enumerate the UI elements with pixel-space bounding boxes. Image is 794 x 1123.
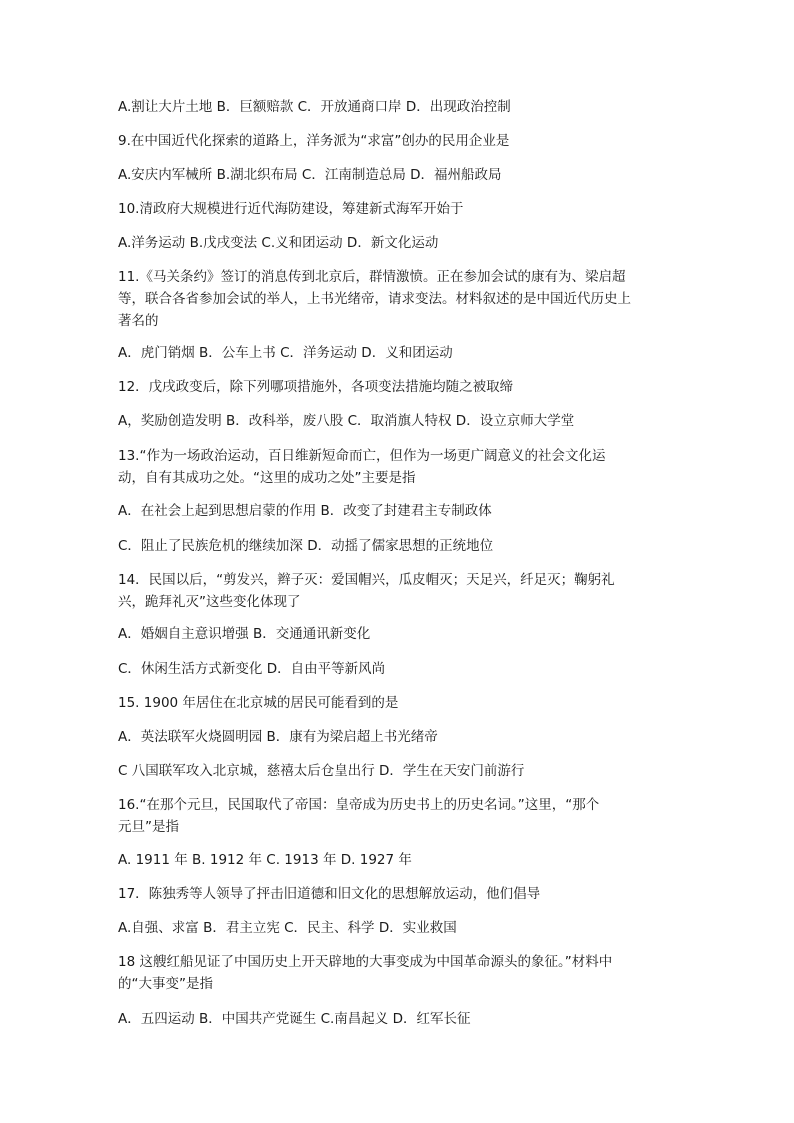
q14-question-l2: 兴，跪拜礼灭”这些变化体现了 xyxy=(118,594,301,610)
q13-question-l2: 动，自有其成功之处。“这里的成功之处”主要是指 xyxy=(118,470,416,486)
q10-question: 10.清政府大规模进行近代海防建设，筹建新式海军开始于 xyxy=(118,201,464,217)
q14-options-cd: C．休闲生活方式新变化 D．自由平等新风尚 xyxy=(118,661,386,677)
q11-options: A．虎门销烟 B．公车上书 C．洋务运动 D．义和团运动 xyxy=(118,345,453,361)
q12-options: A，奖励创造发明 B．改科举，废八股 C．取消旗人特权 D．设立京师大学堂 xyxy=(118,413,575,429)
q15-options-ab: A．英法联军火烧圆明园 B．康有为梁启超上书光绪帝 xyxy=(118,729,438,745)
q18-question-l1: 18 这艘红船见证了中国历史上开天辟地的大事变成为中国革命源头的象征。”材料中 xyxy=(118,954,613,970)
q13-options-cd: C．阻止了民族危机的继续加深 D．动摇了儒家思想的正统地位 xyxy=(118,538,494,554)
q18-question-l2: 的“大事变”是指 xyxy=(118,976,213,992)
q17-options: A.自强、求富 B．君主立宪 C．民主、科学 D．实业救国 xyxy=(118,920,457,936)
q16-question-l2: 元旦”是指 xyxy=(118,819,179,835)
q9-options: A.安庆内军械所 B.湖北织布局 C．江南制造总局 D．福州船政局 xyxy=(118,167,502,183)
q14-options-ab: A．婚姻自主意识增强 B．交通通讯新变化 xyxy=(118,626,371,642)
q16-question-l1: 16.“在那个元旦，民国取代了帝国：皇帝成为历史书上的历史名词。”这里，“那个 xyxy=(118,797,600,813)
q10-options: A.洋务运动 B.戊戌变法 C.义和团运动 D．新文化运动 xyxy=(118,235,439,251)
q15-question: 15. 1900 年居住在北京城的居民可能看到的是 xyxy=(118,695,399,711)
q11-question-l3: 著名的 xyxy=(118,313,159,329)
q17-question: 17．陈独秀等人领导了抨击旧道德和旧文化的思想解放运动，他们倡导 xyxy=(118,886,541,902)
q16-options: A. 1911 年 B. 1912 年 C. 1913 年 D. 1927 年 xyxy=(118,852,412,868)
q13-options-ab: A．在社会上起到思想启蒙的作用 B．改变了封建君主专制政体 xyxy=(118,503,492,519)
q18-options: A．五四运动 B．中国共产党诞生 C.南昌起义 D．红军长征 xyxy=(118,1011,471,1027)
q11-question-l1: 11.《马关条约》签订的消息传到北京后，群情激愤。正在参加会试的康有为、梁启超 xyxy=(118,269,626,285)
q9-question: 9.在中国近代化探索的道路上，洋务派为“求富”创办的民用企业是 xyxy=(118,133,510,149)
q11-question-l2: 等，联合各省参加会试的举人，上书光绪帝，请求变法。材料叙述的是中国近代历史上 xyxy=(118,291,631,307)
q12-question: 12．戊戌政变后，除下列哪项措施外，各项变法措施均随之被取缔 xyxy=(118,379,514,395)
q14-question-l1: 14．民国以后，“剪发兴，辫子灭：爱国帽兴，瓜皮帽灭；天足兴，纤足灭；鞠躬礼 xyxy=(118,572,615,588)
q15-options-cd: C 八国联军攻入北京城，慈禧太后仓皇出行 D．学生在天安门前游行 xyxy=(118,763,525,779)
q13-question-l1: 13.“作为一场政治运动，百日维新短命而亡，但作为一场更广阔意义的社会文化运 xyxy=(118,448,606,464)
q8-options: A.割让大片土地 B．巨额赔款 C．开放通商口岸 D．出现政治控制 xyxy=(118,99,511,115)
